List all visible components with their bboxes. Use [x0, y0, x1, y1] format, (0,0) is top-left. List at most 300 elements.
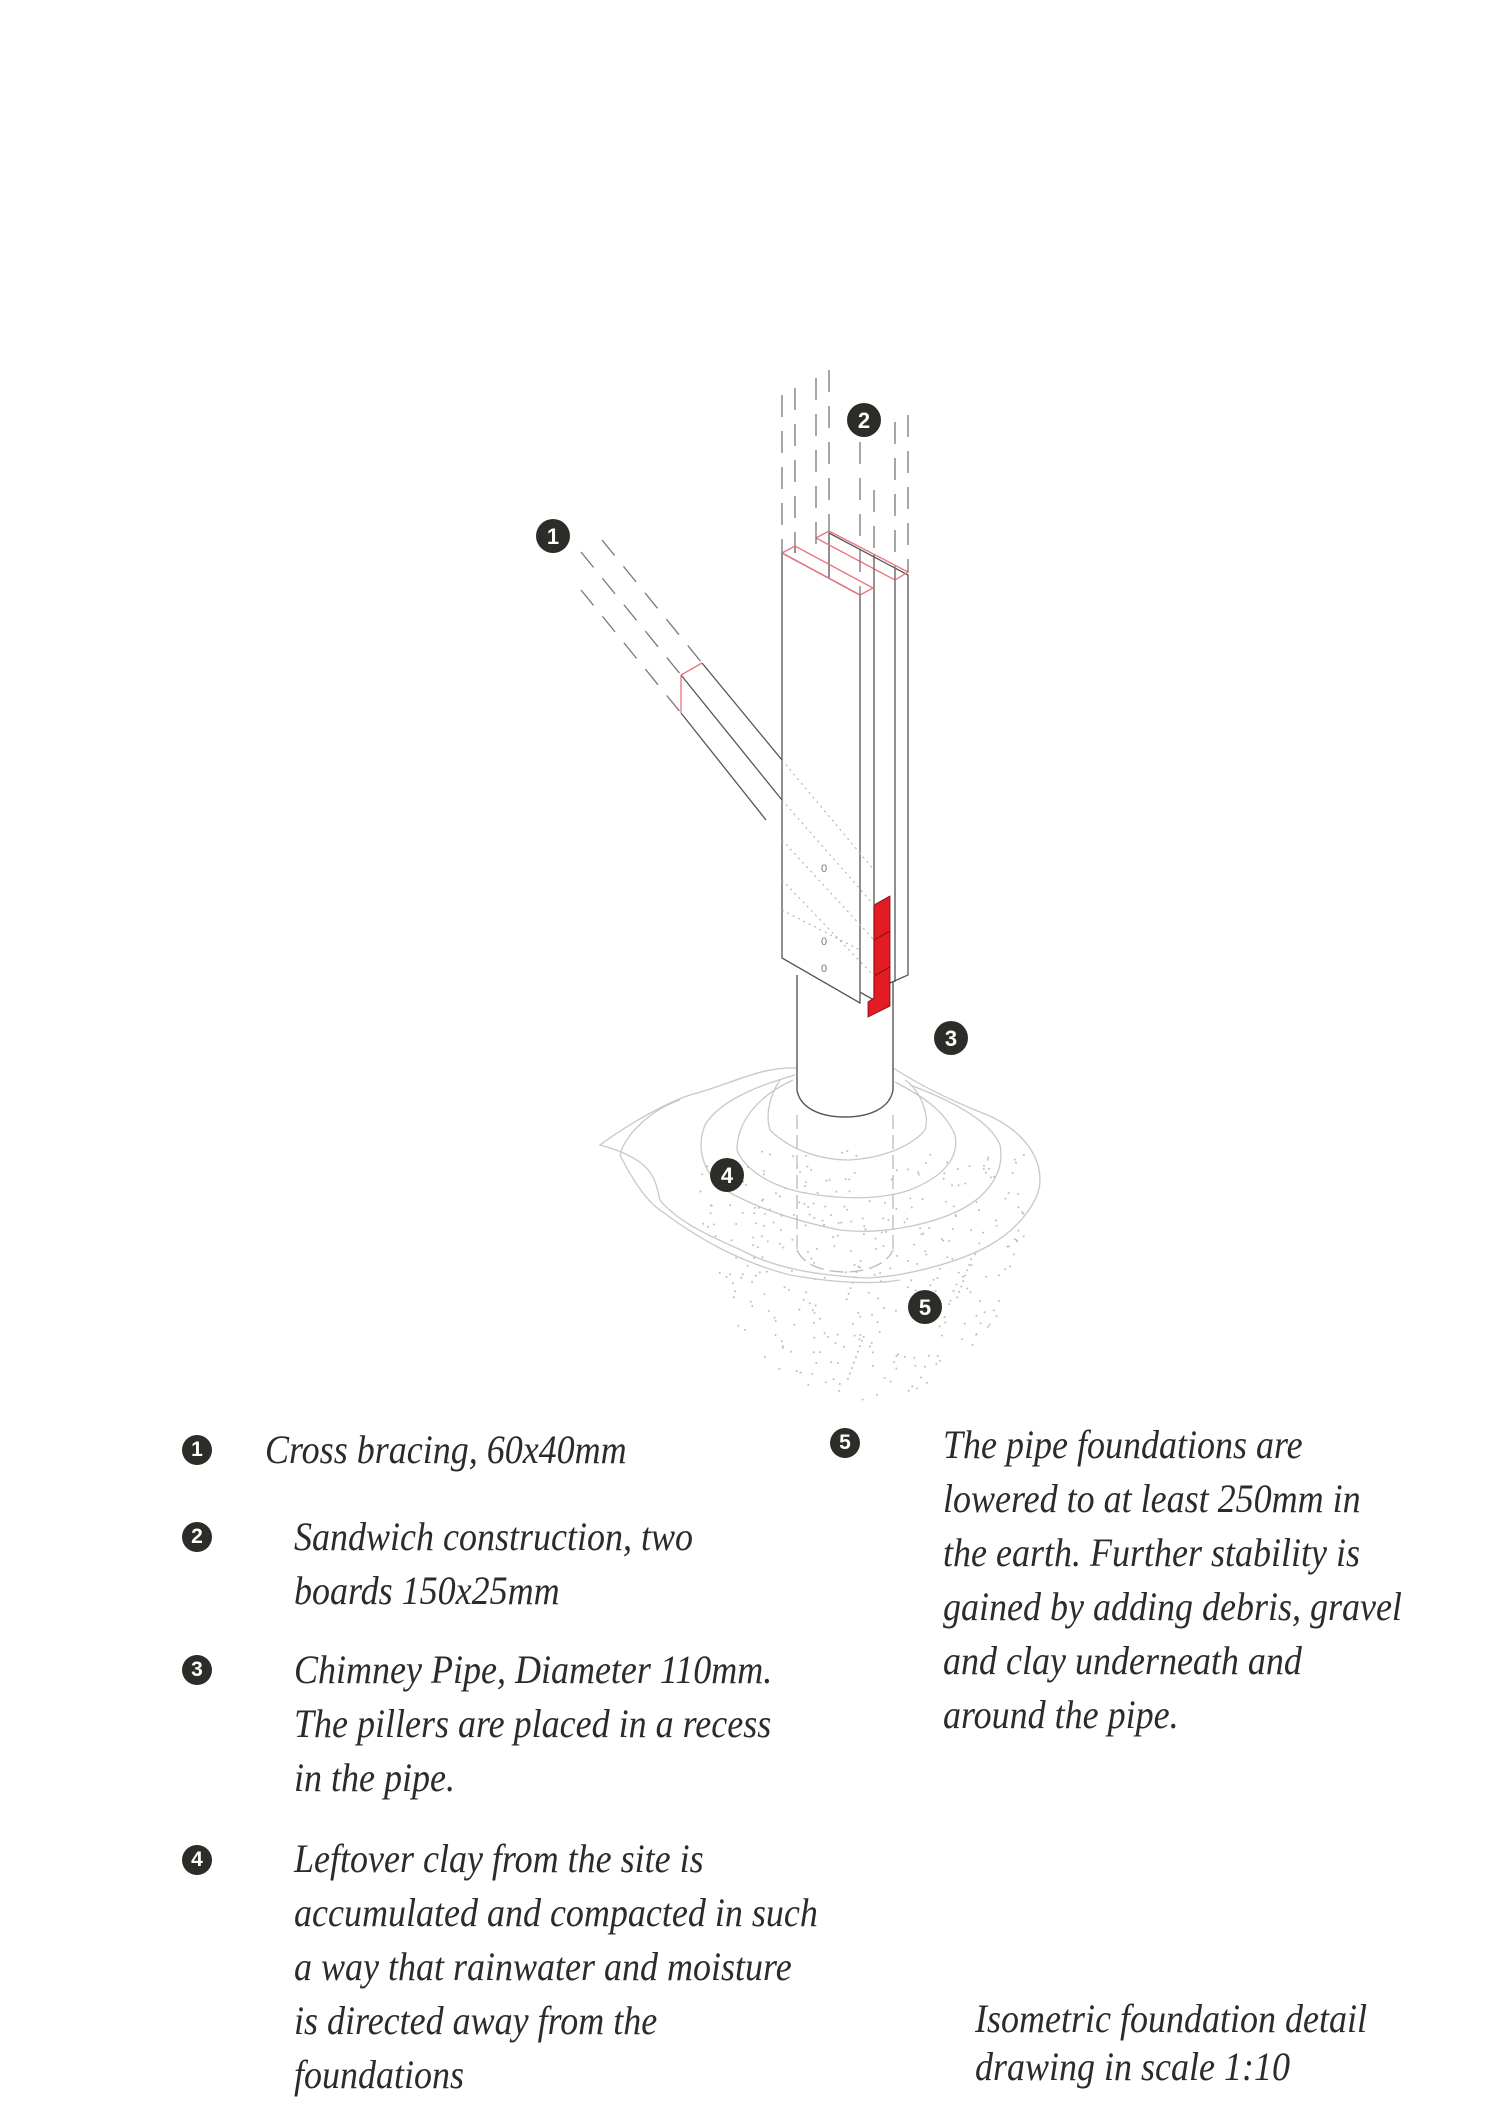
soil-dot	[872, 1365, 874, 1367]
soil-dot	[809, 1302, 811, 1304]
soil-dot	[713, 1224, 715, 1226]
soil-dot	[895, 1368, 897, 1370]
soil-dot	[978, 1209, 980, 1211]
soil-dot	[889, 1267, 891, 1269]
soil-dot	[895, 1208, 897, 1210]
soil-dot	[850, 1287, 852, 1289]
soil-dot	[752, 1237, 754, 1239]
soil-dot	[701, 1173, 703, 1175]
soil-dot	[884, 1202, 886, 1204]
soil-dot	[830, 1361, 832, 1363]
soil-dot	[862, 1399, 864, 1401]
soil-dot	[810, 1169, 812, 1171]
soil-dot	[791, 1270, 793, 1272]
soil-dot	[815, 1304, 817, 1306]
soil-dot	[985, 1172, 987, 1174]
soil-dot	[958, 1184, 960, 1186]
soil-dot	[859, 1334, 861, 1336]
soil-dot	[970, 1264, 972, 1266]
svg-text:3: 3	[944, 1026, 958, 1051]
soil-dot	[768, 1310, 770, 1312]
soil-dot	[1004, 1198, 1006, 1200]
soil-dot	[956, 1296, 958, 1298]
soil-dot	[735, 1257, 737, 1259]
soil-dot	[763, 1170, 765, 1172]
callout-4	[710, 1158, 744, 1192]
soil-dot	[917, 1171, 919, 1173]
soil-dot	[793, 1324, 795, 1326]
soil-dot	[882, 1218, 884, 1220]
soil-dot	[904, 1356, 906, 1358]
soil-dot	[735, 1223, 737, 1225]
soil-dot	[755, 1222, 757, 1224]
soil-dot	[761, 1235, 763, 1237]
soil-dot	[962, 1276, 964, 1278]
soil-dot	[751, 1305, 753, 1307]
soil-dot	[764, 1293, 766, 1295]
soil-dot	[847, 1378, 849, 1380]
soil-dot	[888, 1219, 890, 1221]
soil-dot	[761, 1151, 763, 1153]
soil-dot	[885, 1231, 887, 1233]
soil-dot	[855, 1356, 857, 1358]
soil-dot	[943, 1172, 945, 1174]
soil-dot	[849, 1190, 851, 1192]
soil-dot	[825, 1180, 827, 1182]
soil-dot	[979, 1300, 981, 1302]
soil-dot	[996, 1225, 998, 1227]
soil-dot	[1004, 1268, 1006, 1270]
soil-dot	[871, 1342, 873, 1344]
soil-dot	[848, 1293, 850, 1295]
soil-dot	[759, 1271, 761, 1273]
legend-text-5: The pipe foundations are lowered to at least 250mm in the earth. Further stability is gained by adding debris, gravel and clay underneath and around the pipe.	[943, 1422, 1402, 1737]
soil-dot	[841, 1152, 843, 1154]
soil-dot	[884, 1377, 886, 1379]
legend-badge-5: 5	[830, 1428, 860, 1458]
soil-dot	[809, 1214, 811, 1216]
legend-badge-1: 1	[182, 1435, 212, 1465]
soil-dot	[1013, 1253, 1015, 1255]
soil-dot	[875, 1248, 877, 1250]
soil-dot	[774, 1317, 776, 1319]
soil-dot	[742, 1273, 744, 1275]
soil-dot	[937, 1277, 939, 1279]
soil-dot	[804, 1185, 806, 1187]
soil-dot	[852, 1323, 854, 1325]
soil-dot	[946, 1161, 948, 1163]
soil-dot	[737, 1325, 739, 1327]
soil-dot	[922, 1198, 924, 1200]
soil-dot	[747, 1265, 749, 1267]
soil-dot	[710, 1212, 712, 1214]
soil-dot	[937, 1355, 939, 1357]
soil-dot	[995, 1219, 997, 1221]
soil-dot	[916, 1263, 918, 1265]
soil-dot	[1023, 1154, 1025, 1156]
soil-dot	[752, 1244, 754, 1246]
soil-dot	[928, 1355, 930, 1357]
soil-dot	[966, 1269, 968, 1271]
soil-dot	[964, 1323, 966, 1325]
soil-dot	[807, 1251, 809, 1253]
soil-dot	[916, 1387, 918, 1389]
soil-dot	[987, 1159, 989, 1161]
soil-dot	[855, 1155, 857, 1157]
svg-text:4: 4	[720, 1163, 734, 1188]
soil-dot	[909, 1197, 911, 1199]
soil-dot	[761, 1256, 763, 1258]
soil-dot	[742, 1212, 744, 1214]
soil-dot	[972, 1344, 974, 1346]
soil-dot	[793, 1214, 795, 1216]
soil-dot	[858, 1266, 860, 1268]
legend-badge-4: 4	[182, 1845, 212, 1875]
soil-dot	[939, 1360, 941, 1362]
soil-dot	[781, 1340, 783, 1342]
soil-dot	[811, 1373, 813, 1375]
soil-dot	[983, 1165, 985, 1167]
soil-dot	[962, 1280, 964, 1282]
soil-dot	[775, 1192, 777, 1194]
soil-dot	[1017, 1230, 1019, 1232]
soil-dot	[957, 1168, 959, 1170]
soil-dot	[732, 1282, 734, 1284]
soil-dot	[874, 1274, 876, 1276]
soil-dot	[813, 1322, 815, 1324]
soil-dot	[846, 1209, 848, 1211]
soil-dot	[944, 1322, 946, 1324]
soil-dot	[970, 1229, 972, 1231]
soil-dot	[946, 1256, 948, 1258]
soil-dot	[926, 1382, 928, 1384]
soil-dot	[813, 1262, 815, 1264]
soil-dot	[980, 1322, 982, 1324]
soil-dot	[824, 1206, 826, 1208]
soil-dot	[757, 1246, 759, 1248]
soil-dot	[813, 1337, 815, 1339]
soil-dot	[998, 1274, 1000, 1276]
soil-dot	[857, 1351, 859, 1353]
soil-dot	[861, 1340, 863, 1342]
soil-dot	[854, 1172, 856, 1174]
soil-dot	[908, 1390, 910, 1392]
soil-dot	[791, 1239, 793, 1241]
soil-dot	[813, 1217, 815, 1219]
soil-dot	[833, 1378, 835, 1380]
soil-dot	[859, 1345, 861, 1347]
soil-dot	[976, 1315, 978, 1317]
soil-dot	[998, 1300, 1000, 1302]
soil-dot	[807, 1206, 809, 1208]
soil-dot	[843, 1346, 845, 1348]
soil-dot	[834, 1245, 836, 1247]
soil-dot	[734, 1290, 736, 1292]
soil-dot	[990, 1176, 992, 1178]
soil-dot	[969, 1165, 971, 1167]
soil-dot	[881, 1232, 883, 1234]
soil-dot	[860, 1260, 862, 1262]
soil-dot	[966, 1288, 968, 1290]
soil-dot	[955, 1214, 957, 1216]
svg-text:1: 1	[546, 524, 560, 549]
soil-dot	[1014, 1238, 1016, 1240]
soil-dot	[719, 1272, 721, 1274]
svg-text:5: 5	[918, 1295, 932, 1320]
soil-dot	[845, 1178, 847, 1180]
brace-continuation-lines	[581, 540, 702, 713]
callout-1	[536, 519, 570, 553]
soil-dot	[837, 1235, 839, 1237]
soil-dot	[1008, 1192, 1010, 1194]
soil-dot	[779, 1195, 781, 1197]
soil-dot	[778, 1368, 780, 1370]
soil-dot	[942, 1240, 944, 1242]
soil-dot	[850, 1250, 852, 1252]
soil-dot	[726, 1276, 728, 1278]
soil-dot	[921, 1233, 923, 1235]
soil-dot	[863, 1233, 865, 1235]
soil-dot	[907, 1286, 909, 1288]
soil-dot	[987, 1157, 989, 1159]
soil-dot	[805, 1291, 807, 1293]
soil-dot	[984, 1311, 986, 1313]
soil-dot	[823, 1224, 825, 1226]
soil-dot	[871, 1314, 873, 1316]
soil-dot	[906, 1218, 908, 1220]
soil-dot	[819, 1318, 821, 1320]
soil-dot	[943, 1178, 945, 1180]
legend-text-3: Chimney Pipe, Diameter 110mm. The pillers are placed in a recess in the pipe.	[294, 1647, 773, 1800]
legend-text-1: Cross bracing, 60x40mm	[265, 1427, 627, 1472]
soil-dot	[904, 1221, 906, 1223]
svg-text:2: 2	[857, 408, 871, 433]
soil-dot	[819, 1351, 821, 1353]
soil-dot	[970, 1291, 972, 1293]
soil-dot	[964, 1275, 966, 1277]
soil-dot	[895, 1310, 897, 1312]
soil-dot	[796, 1370, 798, 1372]
soil-dot	[764, 1356, 766, 1358]
soil-dot	[859, 1267, 861, 1269]
soil-dot	[824, 1277, 826, 1279]
soil-dot	[879, 1331, 881, 1333]
soil-dot	[985, 1276, 987, 1278]
soil-dot	[863, 1225, 865, 1227]
soil-dot	[891, 1179, 893, 1181]
soil-dot	[775, 1320, 777, 1322]
soil-dot	[753, 1212, 755, 1214]
legend-badge-3: 3	[182, 1655, 212, 1685]
soil-dot	[911, 1385, 913, 1387]
soil-dot	[764, 1213, 766, 1215]
soil-dot	[839, 1383, 841, 1385]
soil-dot	[882, 1245, 884, 1247]
soil-dot	[762, 1199, 764, 1201]
soil-dot	[910, 1279, 912, 1281]
soil-dot	[1014, 1159, 1016, 1161]
pin-label: 0	[821, 963, 828, 975]
soil-dot	[929, 1154, 931, 1156]
callout-2	[847, 403, 881, 437]
soil-dot	[837, 1362, 839, 1364]
soil-dot	[848, 1179, 850, 1181]
soil-dot	[960, 1286, 962, 1288]
soil-dot	[958, 1291, 960, 1293]
soil-dot	[835, 1342, 837, 1344]
soil-dot	[993, 1309, 995, 1311]
soil-dot	[862, 1218, 864, 1220]
soil-dot	[929, 1284, 931, 1286]
soil-dot	[845, 1271, 847, 1273]
soil-dot	[711, 1205, 713, 1207]
soil-dot	[792, 1155, 794, 1157]
soil-dot	[745, 1184, 747, 1186]
soil-dot	[964, 1183, 966, 1185]
soil-dot	[1009, 1265, 1011, 1267]
soil-dot	[824, 1332, 826, 1334]
soil-dot	[950, 1300, 952, 1302]
soil-dot	[733, 1296, 735, 1298]
soil-dot	[896, 1355, 898, 1357]
soil-dot	[840, 1222, 842, 1224]
soil-dot	[958, 1272, 960, 1274]
soil-dot	[983, 1168, 985, 1170]
soil-dot	[907, 1168, 909, 1170]
callout-3	[934, 1021, 968, 1055]
soil-dot	[815, 1362, 817, 1364]
soil-dot	[858, 1338, 860, 1340]
soil-dot	[907, 1260, 909, 1262]
soil-dot	[805, 1181, 807, 1183]
soil-dot	[763, 1173, 765, 1175]
soil-dot	[920, 1377, 922, 1379]
soil-dot	[925, 1162, 927, 1164]
soil-dot	[915, 1289, 917, 1291]
soil-dot	[788, 1289, 790, 1291]
soil-dot	[953, 1205, 955, 1207]
soil-dot	[829, 1179, 831, 1181]
soil-dot	[928, 1227, 930, 1229]
soil-dot	[805, 1155, 807, 1157]
soil-dot	[945, 1201, 947, 1203]
soil-dot	[1017, 1206, 1019, 1208]
soil-dot	[814, 1312, 816, 1314]
soil-dot	[935, 1290, 937, 1292]
soil-dot	[914, 1365, 916, 1367]
soil-dot	[825, 1381, 827, 1383]
soil-dot	[987, 1326, 989, 1328]
soil-dot	[816, 1248, 818, 1250]
soil-dot	[883, 1307, 885, 1309]
soil-dot	[952, 1228, 954, 1230]
soil-dot	[941, 1335, 943, 1337]
soil-dot	[1016, 1239, 1018, 1241]
callout-5	[908, 1290, 942, 1324]
soil-dot	[798, 1201, 800, 1203]
soil-dot	[938, 1325, 940, 1327]
soil-dot	[707, 1226, 709, 1228]
soil-dot	[876, 1394, 878, 1396]
soil-dot	[851, 1367, 853, 1369]
soil-dot	[729, 1204, 731, 1206]
soil-dot	[838, 1222, 840, 1224]
soil-dot	[832, 1236, 834, 1238]
soil-dot	[976, 1333, 978, 1335]
soil-dot	[755, 1275, 757, 1277]
soil-dot	[868, 1292, 870, 1294]
soil-dot	[1022, 1213, 1024, 1215]
soil-dot	[864, 1228, 866, 1230]
soil-dot	[780, 1229, 782, 1231]
soil-dot	[1012, 1172, 1014, 1174]
soil-dot	[763, 1225, 765, 1227]
soil-dot	[890, 1381, 892, 1383]
soil-dot	[968, 1264, 970, 1266]
soil-dot	[944, 1316, 946, 1318]
soil-dot	[919, 1227, 921, 1229]
soil-dot	[844, 1206, 846, 1208]
soil-dot	[731, 1239, 733, 1241]
soil-dot	[982, 1232, 984, 1234]
soil-dot	[813, 1351, 815, 1353]
soil-dot	[961, 1338, 963, 1340]
soil-stipple	[700, 1150, 1025, 1401]
soil-dot	[948, 1303, 950, 1305]
soil-dot	[879, 1272, 881, 1274]
soil-dot	[877, 1297, 879, 1299]
soil-dot	[896, 1255, 898, 1257]
soil-dot	[769, 1154, 771, 1156]
soil-dot	[922, 1233, 924, 1235]
cross-brace	[681, 663, 782, 820]
soil-dot	[784, 1286, 786, 1288]
soil-dot	[1023, 1235, 1025, 1237]
soil-dot	[1015, 1162, 1017, 1164]
soil-dot	[830, 1214, 832, 1216]
soil-dot	[978, 1243, 980, 1245]
legend-text-4: Leftover clay from the site is accumulated and compacted in such a way that rainwater and moisture is directed away from the foundations	[294, 1836, 818, 2097]
soil-dot	[817, 1192, 819, 1194]
soil-dot	[779, 1243, 781, 1245]
soil-dot	[859, 1316, 861, 1318]
soil-dot	[953, 1290, 955, 1292]
soil-dot	[924, 1366, 926, 1368]
soil-dot	[935, 1363, 937, 1365]
pin-label: 0	[821, 936, 828, 948]
soil-dot	[700, 1191, 702, 1193]
soil-dot	[869, 1200, 871, 1202]
soil-dot	[893, 1361, 895, 1363]
soil-dot	[854, 1335, 856, 1337]
soil-dot	[896, 1169, 898, 1171]
legend-text-2: Sandwich construction, two boards 150x25mm	[294, 1514, 693, 1613]
soil-dot	[772, 1221, 774, 1223]
soil-dot	[835, 1191, 837, 1193]
soil-dot	[766, 1271, 768, 1273]
soil-dot	[988, 1168, 990, 1170]
soil-dot	[911, 1207, 913, 1209]
soil-dot	[790, 1351, 792, 1353]
soil-dot	[1017, 1193, 1019, 1195]
soil-dot	[956, 1284, 958, 1286]
soil-dot	[813, 1203, 815, 1205]
soil-dot	[939, 1268, 941, 1270]
soil-dot	[782, 1345, 784, 1347]
soil-dot	[806, 1166, 808, 1168]
pin-label: 0	[821, 863, 828, 875]
soil-dot	[850, 1221, 852, 1223]
